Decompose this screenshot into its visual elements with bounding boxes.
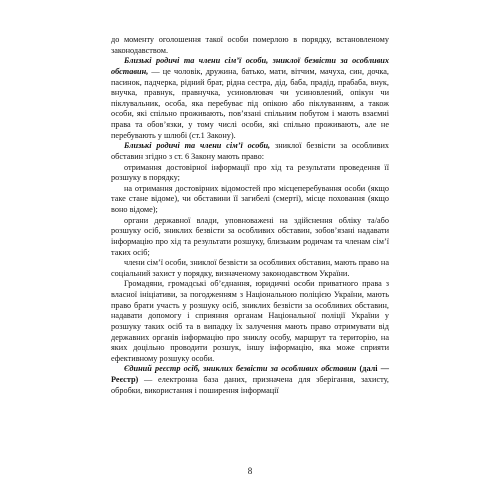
paragraph-citizens: [111, 279, 389, 364]
paragraph-text: Громадяни, громадські об’єднання, юридичні особи приватного права з власної ініціативи, за погодженням з Національною поліцією України, мають право брати участь у розшуку осіб, зниклих безвісти за особливих обставин, надавати допомогу і сприяння органам Національної поліції України у розшуку таких осіб та в випадку їх залучення мають право отримувати від державних органів інформацію про зниклу особу, маршрут та територію, на яких доцільно проводити розшук, іншу інформацію, яка може сприяти ефективному розшуку особи.: [111, 279, 389, 363]
document-page: [111, 35, 389, 396]
list-item-right: [111, 216, 389, 259]
term-abbreviation: (далі — Реєстр): [111, 364, 390, 384]
paragraph-text: отримання достовірної інформації про хід та результати проведення її розшуку в порядку;: [111, 162, 389, 183]
paragraph-rights-intro: [111, 141, 389, 162]
list-item-right: [111, 258, 389, 279]
paragraph-continuation: [111, 35, 389, 56]
paragraph-text: органи державної влади, уповноважені на здійснення обліку та/або розшуку осіб, зниклих безвісти за особливих обставин, зобов’язані надавати інформацію про хід та результати розшуку, близьким родичам та членам сім’ї таких осіб;: [111, 215, 389, 257]
defined-term: Близькі родичі та члени сім’ї особи,: [124, 141, 271, 151]
paragraph-registry-definition: [111, 364, 389, 396]
list-item-right: [111, 163, 389, 184]
paragraph-definition-relatives: [111, 56, 389, 141]
paragraph-text: члени сім’ї особи, зниклої безвісти за особливих обставин, мають право на соціальний захист у порядку, визначеному законодавством України.: [111, 258, 389, 278]
paragraph-text: — електронна база даних, призначена для зберігання, захисту, обробки, використання і поширення інформації: [111, 375, 389, 395]
list-item-right: [111, 184, 389, 216]
defined-term: Близькі родичі та члени сім’ї особи, зниклої безвісти за особливих обставин,: [111, 56, 389, 76]
paragraph-text: зниклої безвісти за особливих обставин згідно з ст. 6 Закону мають право:: [111, 141, 390, 161]
page-number: 8: [247, 466, 253, 476]
paragraph-text: на отримання достовірних відомостей про місцеперебування особи (якщо таке стане відоме), чи обставини її загибелі (смерті), місце поховання (якщо воно відоме);: [111, 183, 389, 214]
defined-term: Єдиний реєстр осіб, зниклих безвісти за особливих обставин: [124, 364, 357, 374]
paragraph-text: — це чоловік, дружина, батько, мати, вітчим, мачуха, син, дочка, пасинок, падчерка, рідний брат, рідна сестра, дід, баба, прадід, прабаба, внук, внучка, правнук, правнучка, усиновлювач чи усиновлений, опікун чи піклувальник, особа, яка перебуває під опікою або піклуванням, а також особи, які спільно проживають, пов’язані спільним побутом і мають взаємні права та обов’язки, у тому числі особи, які спільно проживають, але не перебувають у шлюбі (ст.1 Закону).: [111, 66, 389, 140]
paragraph-text: до моменту оголошення такої особи померлою в порядку, встановленому законодавством.: [111, 35, 389, 55]
